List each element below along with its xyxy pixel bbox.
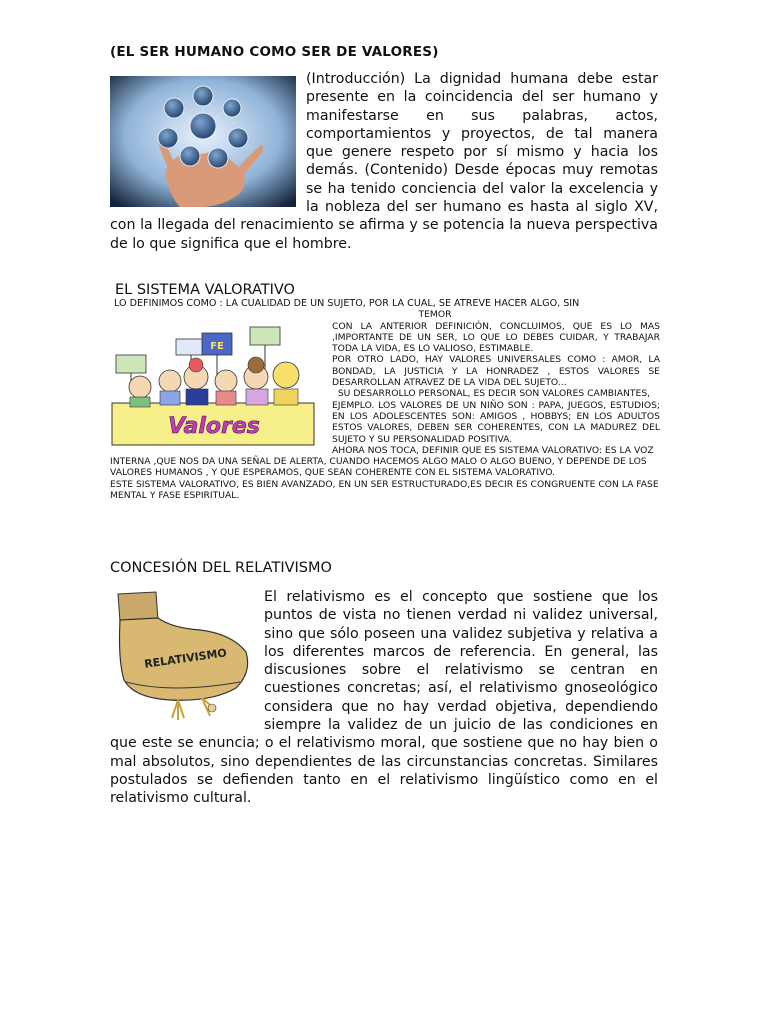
valores-cartoon-image [110,325,318,449]
section1-body [110,70,658,253]
section2-para6: ESTE SISTEMA VALORATIVO, ES BIEN AVANZADO, EN UN SER ESTRUCTURADO,ES DECIR ES CONGRUENTE CON LA FASE MENTAL Y FASE ESPIRITUAL. [110,478,659,502]
section3-title: CONCESIÓN DEL RELATIVISMO [110,560,332,576]
section3-body [110,588,658,808]
section2-para2: POR OTRO LADO, HAY VALORES UNIVERSALES COMO : AMOR, LA BONDAD, LA JUSTICIA Y LA HONRADEZ , ESTOS VALORES SE DESARROLLAN ATRAVEZ DE LA VIDA DEL SUJETO... [332,354,660,389]
hand-network-image [110,76,296,207]
section2-body [110,298,660,501]
section2-para3: SU DESARROLLO PERSONAL, ES DECIR SON VALORES CAMBIANTES, [332,388,651,400]
fe-sign-text: FE [210,340,224,352]
section2-para5: AHORA NOS TOCA, DEFINIR QUE ES SISTEMA VALORATIVO: ES LA VOZ INTERNA ,QUE NOS DA UNA SEÑAL DE ALERTA, CUANDO HACEMOS ALGO MALO O ALGO BUENO, Y DEPENDE DE LOS VALORES HUMANOS , Y QUE ESPERAMOS, QUE SEAN COHERENTE CON EL SISTEMA VALORATIVO. [110,444,654,479]
section2-para4: EJEMPLO. LOS VALORES DE UN NIÑO SON : PAPA, JUEGOS, ESTUDIOS; EN LOS ADOLESCENTES SON: AMIGOS , HOBBYS; EN LOS ADULTOS ESTOS VALORES, DEBEN SER COHERENTES, CON LA MADUREZ DEL SUJETO Y SU PERSONALIDAD POSITIVA. [332,399,660,445]
valores-banner-text: Valores [168,413,260,439]
section2-title: EL SISTEMA VALORATIVO [115,282,295,298]
definition-line1: LO DEFINIMOS COMO : LA CUALIDAD DE UN SUJETO, POR LA CUAL, SE ATREVE HACER ALGO, SIN [114,298,580,309]
section1-body-text: (Introducción) La dignidad humana debe estar presente en la coincidencia del ser humano y manifestarse en sus palabras, actos, comportamientos y proyectos, de tal manera que genere respeto por sí mismo y hacia los demás. (Contenido) Desde épocas muy remotas se ha tenido conciencia del valor la excelencia y la nobleza del ser humano es hasta al siglo XV, con la llegada del renacimiento se afirma y se potencia la nueva perspectiva de lo que significa que el hombre. [110,71,658,252]
relativismo-label-text: RELATIVISMO [143,646,228,671]
section3-body-text: El relativismo es el concepto que sostiene que los puntos de vista no tienen verdad ni validez universal, sino que sólo poseen una validez subjetiva y relativa a los diferentes marcos de referencia. En general, las discusiones sobre el relativismo se centran en cuestiones concretas; así, el relativismo gnoseológico considera que no hay verdad objetiva, dependiendo siempre la validez de un juicio de las condiciones en que este se enuncia; o el relativismo moral, que sostiene que no hay bien o mal absolutos, sino dependientes de las circunstancias concretas. Similares postulados se defienden tanto en el relativismo lingüístico como en el relativismo cultural. [110,589,658,807]
definition-line2: TEMOR [418,309,452,321]
relativismo-boot-image [112,590,254,722]
section1-title: (EL SER HUMANO COMO SER DE VALORES) [110,44,439,60]
section2-para1: CON LA ANTERIOR DEFINICIÓN, CONCLUIMOS, QUE ES LO MAS ,IMPORTANTE DE UN SER, LO QUE LO DEBES CUIDAR, Y TRABAJAR TODA LA VIDA, ES LO VALIOSO, ESTIMABLE. [332,320,660,355]
